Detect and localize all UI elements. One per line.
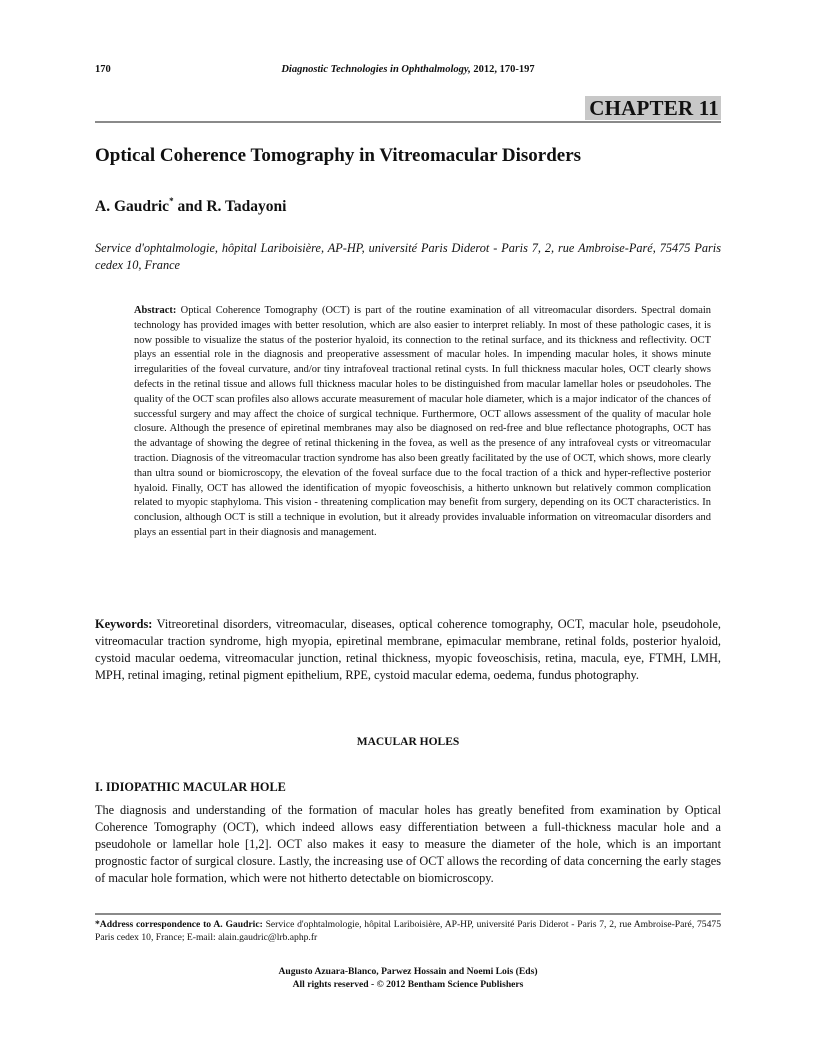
author-2: R. Tadayoni: [206, 198, 287, 215]
affiliation: Service d'ophtalmologie, hôpital Lariboisière, AP-HP, université Paris Diderot - Paris 7, 2, rue Ambroise-Paré, 75475 Paris cedex 10, France: [95, 241, 721, 272]
journal-citation: [95, 64, 721, 75]
header-divider: [95, 121, 721, 123]
page-number: 170: [95, 64, 111, 75]
keywords-text: Vitreoretinal disorders, vitreomacular, diseases, optical coherence tomography, OCT, macular hole, pseudohole, vitreomacular traction syndrome, high myopia, epiretinal membrane, epimacular membrane, retinal folds, posterior hyaloid, cystoid macular oedema, vitreomacular junction, retinal thickness, myopic foveoschisis, retina, macula, eye, FTMH, LMH, MPH, retinal imaging, retinal pigment epithelium, RPE, cystoid macular edema, oedema, fundus photography.: [95, 617, 721, 682]
author-conjunction: and: [173, 198, 207, 215]
editors-line: Augusto Azuara-Blanco, Parwez Hossain and Noemi Lois (Eds): [278, 966, 538, 977]
article-title: Optical Coherence Tomography in Vitreomacular Disorders: [95, 145, 582, 166]
author-1: A. Gaudric: [95, 198, 170, 215]
journal-meta: 2012, 170-197: [470, 64, 535, 75]
copyright-line: All rights reserved - © 2012 Bentham Science Publishers: [292, 978, 524, 990]
abstract: [134, 304, 711, 541]
footnote-label: *Address correspondence to A. Gaudric:: [95, 919, 263, 930]
abstract-label: Abstract:: [134, 305, 177, 316]
keywords-label: Keywords:: [95, 617, 153, 631]
chapter-label: CHAPTER 11: [585, 96, 721, 120]
abstract-text: Optical Coherence Tomography (OCT) is part of the routine examination of all vitreomacular disorders. Spectral domain technology has provided images with better resolution, which are also easier to interpret reliably. In most of these pathologic cases, it is now possible to visualize the status of the posterior hyaloid, its connection to the retinal surface, and its thickness and reflectivity. OCT plays an essential role in the diagnosis and preoperative assessment of macular holes. In impending macular holes, it shows minute irregularities of the foveal curvature, and/or tiny intrafoveal tractional retinal cysts. In full thickness macular holes, OCT clearly shows defects in the retinal tissue and allows full thickness macular holes to be distinguished from macular lamellar holes or pseudoholes. The quality of the OCT scan profiles also allows accurate measurement of macular hole diameter, which is a major indicator of the chances of successful surgery and may affect the choice of surgical technique. Furthermore, OCT allows assessment of the quality of macular hole closure. Although the presence of epiretinal membranes may also be diagnosed on red-free and blue reflectance photographs, OCT has the advantage of showing the degree of retinal thickening in the fovea, as well as the presence of any intrafoveal cysts or vitreomacular traction. Diagnosis of the vitreomacular traction syndrome has also been greatly facilitated by the use of OCT, which shows, more clearly than ultra sound or biomicroscopy, the elevation of the foveal surface due to the focal traction of a thick and hyper-reflective posterior hyaloid. Finally, OCT has allowed the identification of myopic foveoschisis, a hitherto unknown but relatively common complication related to myopic staphyloma. This vision - threatening complication may benefit from surgery, depending on its OCT characteristics. In conclusion, although OCT is still a technique in evolution, but it already provides invaluable information on vitreomacular disorders and plays an essential part in their diagnosis and management.: [134, 305, 711, 538]
subsection-heading: I. IDIOPATHIC MACULAR HOLE: [95, 780, 286, 794]
running-header: [95, 64, 721, 80]
section-heading: MACULAR HOLES: [356, 736, 460, 748]
footnote-divider: [95, 913, 721, 915]
corresponding-author-mark: *: [169, 196, 174, 206]
body-paragraph: The diagnosis and understanding of the formation of macular holes has greatly benefited from examination by Optical Coherence Tomography (OCT), which indeed allows easy differentiation between a full-thickness macular hole and a pseudohole or lamellar hole [1,2]. OCT also makes it easy to measure the diameter of the hole, which is an important prognostic factor of surgical closure. Lastly, the increasing use of OCT allows the recording of data concerning the early stages of macular hole formation, which were not hitherto detectable on biomicroscopy.: [95, 803, 721, 885]
footnote: [95, 918, 721, 944]
publisher-footer: [95, 966, 721, 991]
footnote-text: Service d'ophtalmologie, hôpital Lariboisière, AP-HP, université Paris Diderot - Paris 7, 2, rue Ambroise-Paré, 75475 Paris cedex 10, France; E-mail: alain.gaudric@lrb.aphp.fr: [95, 919, 721, 943]
journal-title: Diagnostic Technologies in Ophthalmology,: [281, 64, 471, 75]
keywords: [95, 616, 721, 684]
author-line: [95, 192, 286, 216]
